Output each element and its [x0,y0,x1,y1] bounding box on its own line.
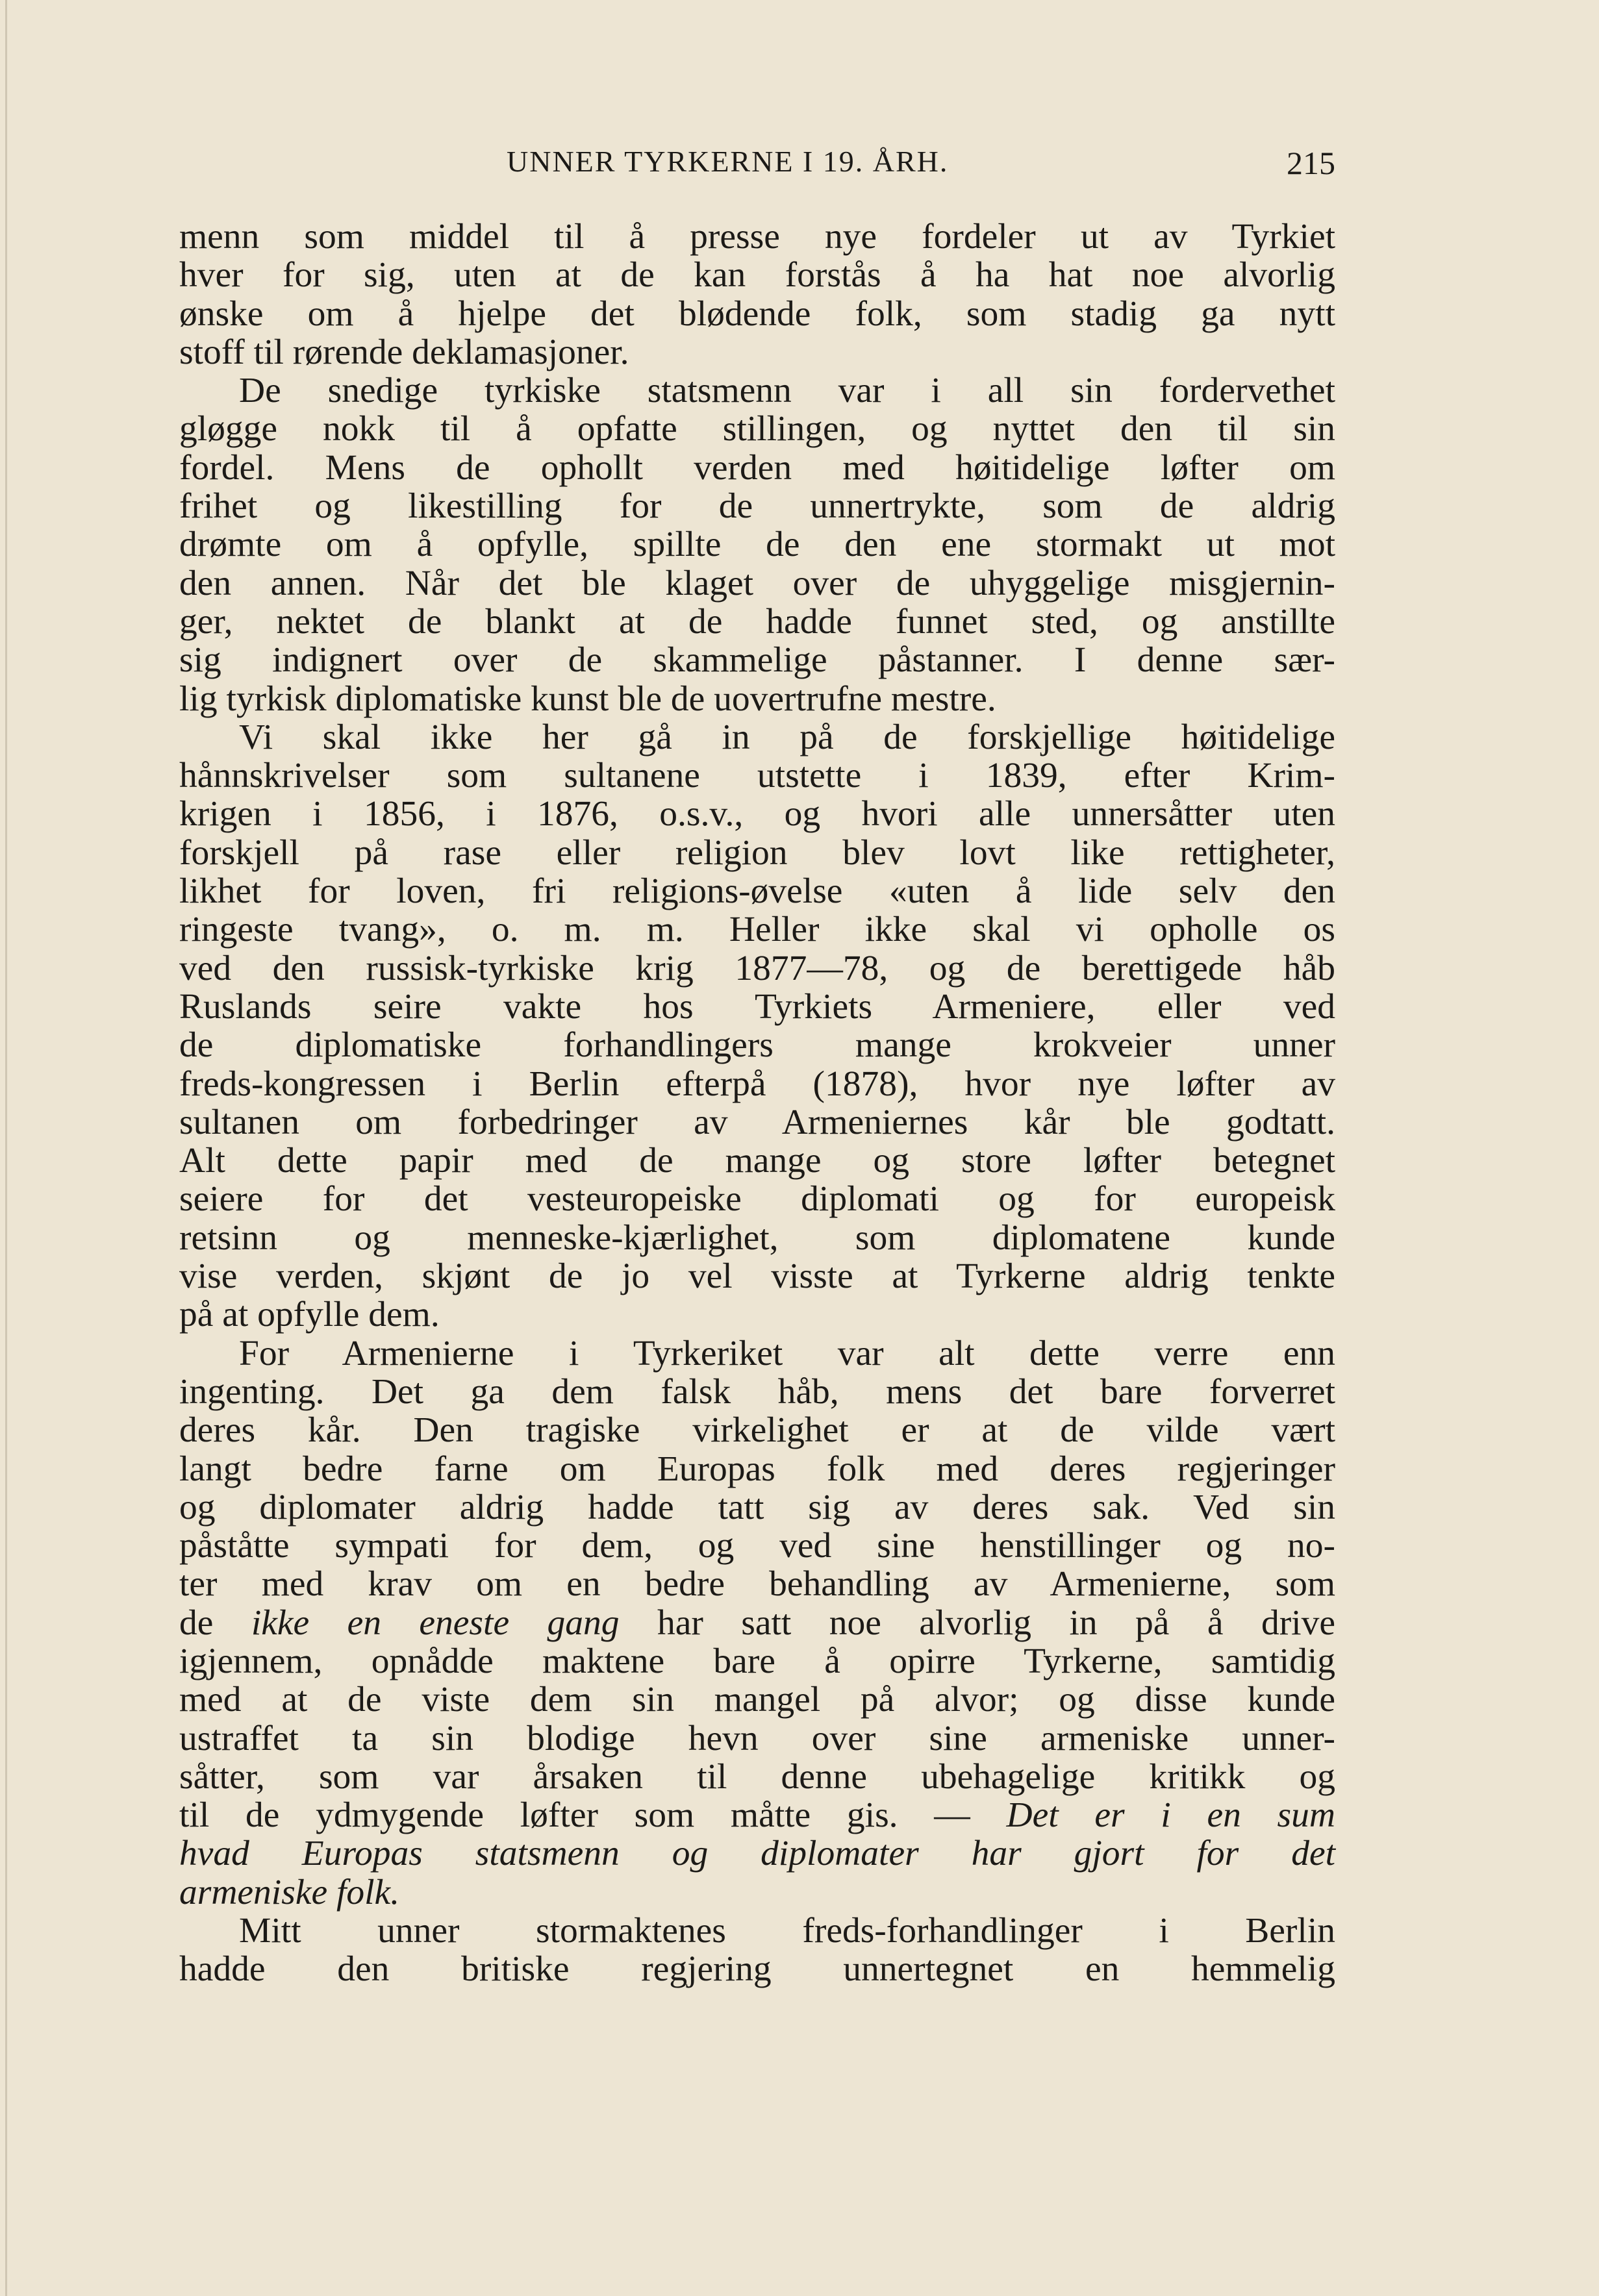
text-line: sultanen om forbedringer av Armeniernes kår ble godtatt. [179,1102,1335,1142]
text-line: påståtte sympati for dem, og ved sine henstillinger og no- [179,1526,1335,1566]
text-line: med at de viste dem sin mangel på alvor; og disse kunde [179,1680,1335,1720]
text-segment: til de ydmygende løfter som måtte gis. — [179,1795,1007,1836]
text-line: For Armenierne i Tyrkeriket var alt dette verre enn [239,1333,1335,1373]
text-line: hadde den britiske regjering unnertegnet en hemmelig [179,1949,1335,1990]
text-line [179,1873,1335,1912]
text-line [179,1834,1335,1873]
text-line: de diplomatiske forhandlingers mange krokveier unner [179,1025,1335,1066]
emphasis-text: ikke en eneste gang [251,1603,620,1643]
text-line [179,1604,1335,1642]
text-line: hånnskrivelser som sultanene utstette i 1839, efter Krim- [179,756,1335,796]
text-line: hver for sig, uten at de kan forstås å ha hat noe alvorlig [179,255,1335,295]
text-line: vise verden, skjønt de jo vel visste at Tyrkerne aldrig tenkte [179,1256,1335,1297]
emphasis-text: Det er i en sum [1006,1795,1335,1836]
text-line: freds-kongressen i Berlin efterpå (1878), hvor nye løfter av [179,1064,1335,1104]
text-line: stoff til rørende deklamasjoner. [179,332,629,372]
text-line: ter med krav om en bedre behandling av Armenierne, som [179,1564,1335,1604]
text-line: seiere for det vesteuropeiske diplomati og for europeisk [179,1179,1335,1219]
text-line: retsinn og menneske-kjærlighet, som diplomatene kunde [179,1217,1335,1258]
text-line: på at opfylle dem. [179,1295,440,1335]
text-line: Ruslands seire vakte hos Tyrkiets Armeniere, eller ved [179,986,1335,1027]
text-line: De snedige tyrkiske statsmenn var i all sin fordervethet [239,371,1335,411]
text-line: forskjell på rase eller religion blev lovt like rettigheter, [179,832,1335,873]
text-line: ustraffet ta sin blodige hevn over sine armeniske unner- [179,1718,1335,1758]
running-title: UNNER TYRKERNE I 19. ÅRH. [507,145,949,178]
text-line: ønske om å hjelpe det blødende folk, som stadig ga nytt [179,293,1335,334]
text-line: Vi skal ikke her gå in på de forskjellige høitidelige [239,717,1335,757]
text-line: ger, nektet de blankt at de hadde funnet sted, og anstillte [179,601,1335,642]
text-line [179,1796,1335,1834]
text-line: ved den russisk-tyrkiske krig 1877—78, og de berettigede håb [179,948,1335,988]
text-line: den annen. Når det ble klaget over de uhyggelige misgjernin- [179,563,1335,603]
body-text [179,218,1335,1989]
text-line: Mitt unner stormaktenes freds-forhandlinger i Berlin [239,1911,1335,1951]
text-segment: de [179,1603,251,1643]
text-line: ingenting. Det ga dem falsk håb, mens det bare forverret [179,1371,1335,1412]
emphasis-text: armeniske folk. [179,1872,400,1912]
text-line: såtter, som var årsaken til denne ubehagelige kritikk og [179,1756,1335,1797]
text-line: deres kår. Den tragiske virkelighet er at de vilde vært [179,1410,1335,1451]
text-line: menn som middel til å presse nye fordeler ut av Tyrkiet [179,217,1335,256]
text-line: ringeste tvang», o. m. m. Heller ikke skal vi opholle os [179,910,1335,950]
text-line: og diplomater aldrig hadde tatt sig av deres sak. Ved sin [179,1487,1335,1527]
text-line: frihet og likestilling for de unnertrykte, som de aldrig [179,486,1335,527]
text-line: sig indignert over de skammelige påstanner. I denne sær- [179,640,1335,680]
text-line: langt bedre farne om Europas folk med deres regjeringer [179,1449,1335,1489]
text-line: fordel. Mens de ophollt verden med høitidelige løfter om [179,447,1335,488]
text-line: gløgge nokk til å opfatte stillingen, og nyttet den til sin [179,409,1335,449]
text-line: krigen i 1856, i 1876, o.s.v., og hvori alle unnersåtter uten [179,794,1335,834]
text-line: lig tyrkisk diplomatiske kunst ble de uovertrufne mestre. [179,679,996,719]
emphasis-text: hvad Europas statsmenn og diplomater har gjort for det [179,1834,1335,1874]
text-line: drømte om å opfylle, spillte de den ene stormakt ut mot [179,525,1335,565]
text-line: Alt dette papir med de mange og store løfter betegnet [179,1141,1335,1181]
page-edge [5,0,7,2296]
running-header [179,144,1335,190]
text-line: likhet for loven, fri religions-øvelse «uten å lide selv den [179,871,1335,912]
text-line: igjennem, opnådde maktene bare å opirre Tyrkerne, samtidig [179,1641,1335,1681]
page-number: 215 [1287,145,1335,181]
text-segment: har satt noe alvorlig in på å drive [619,1603,1335,1643]
